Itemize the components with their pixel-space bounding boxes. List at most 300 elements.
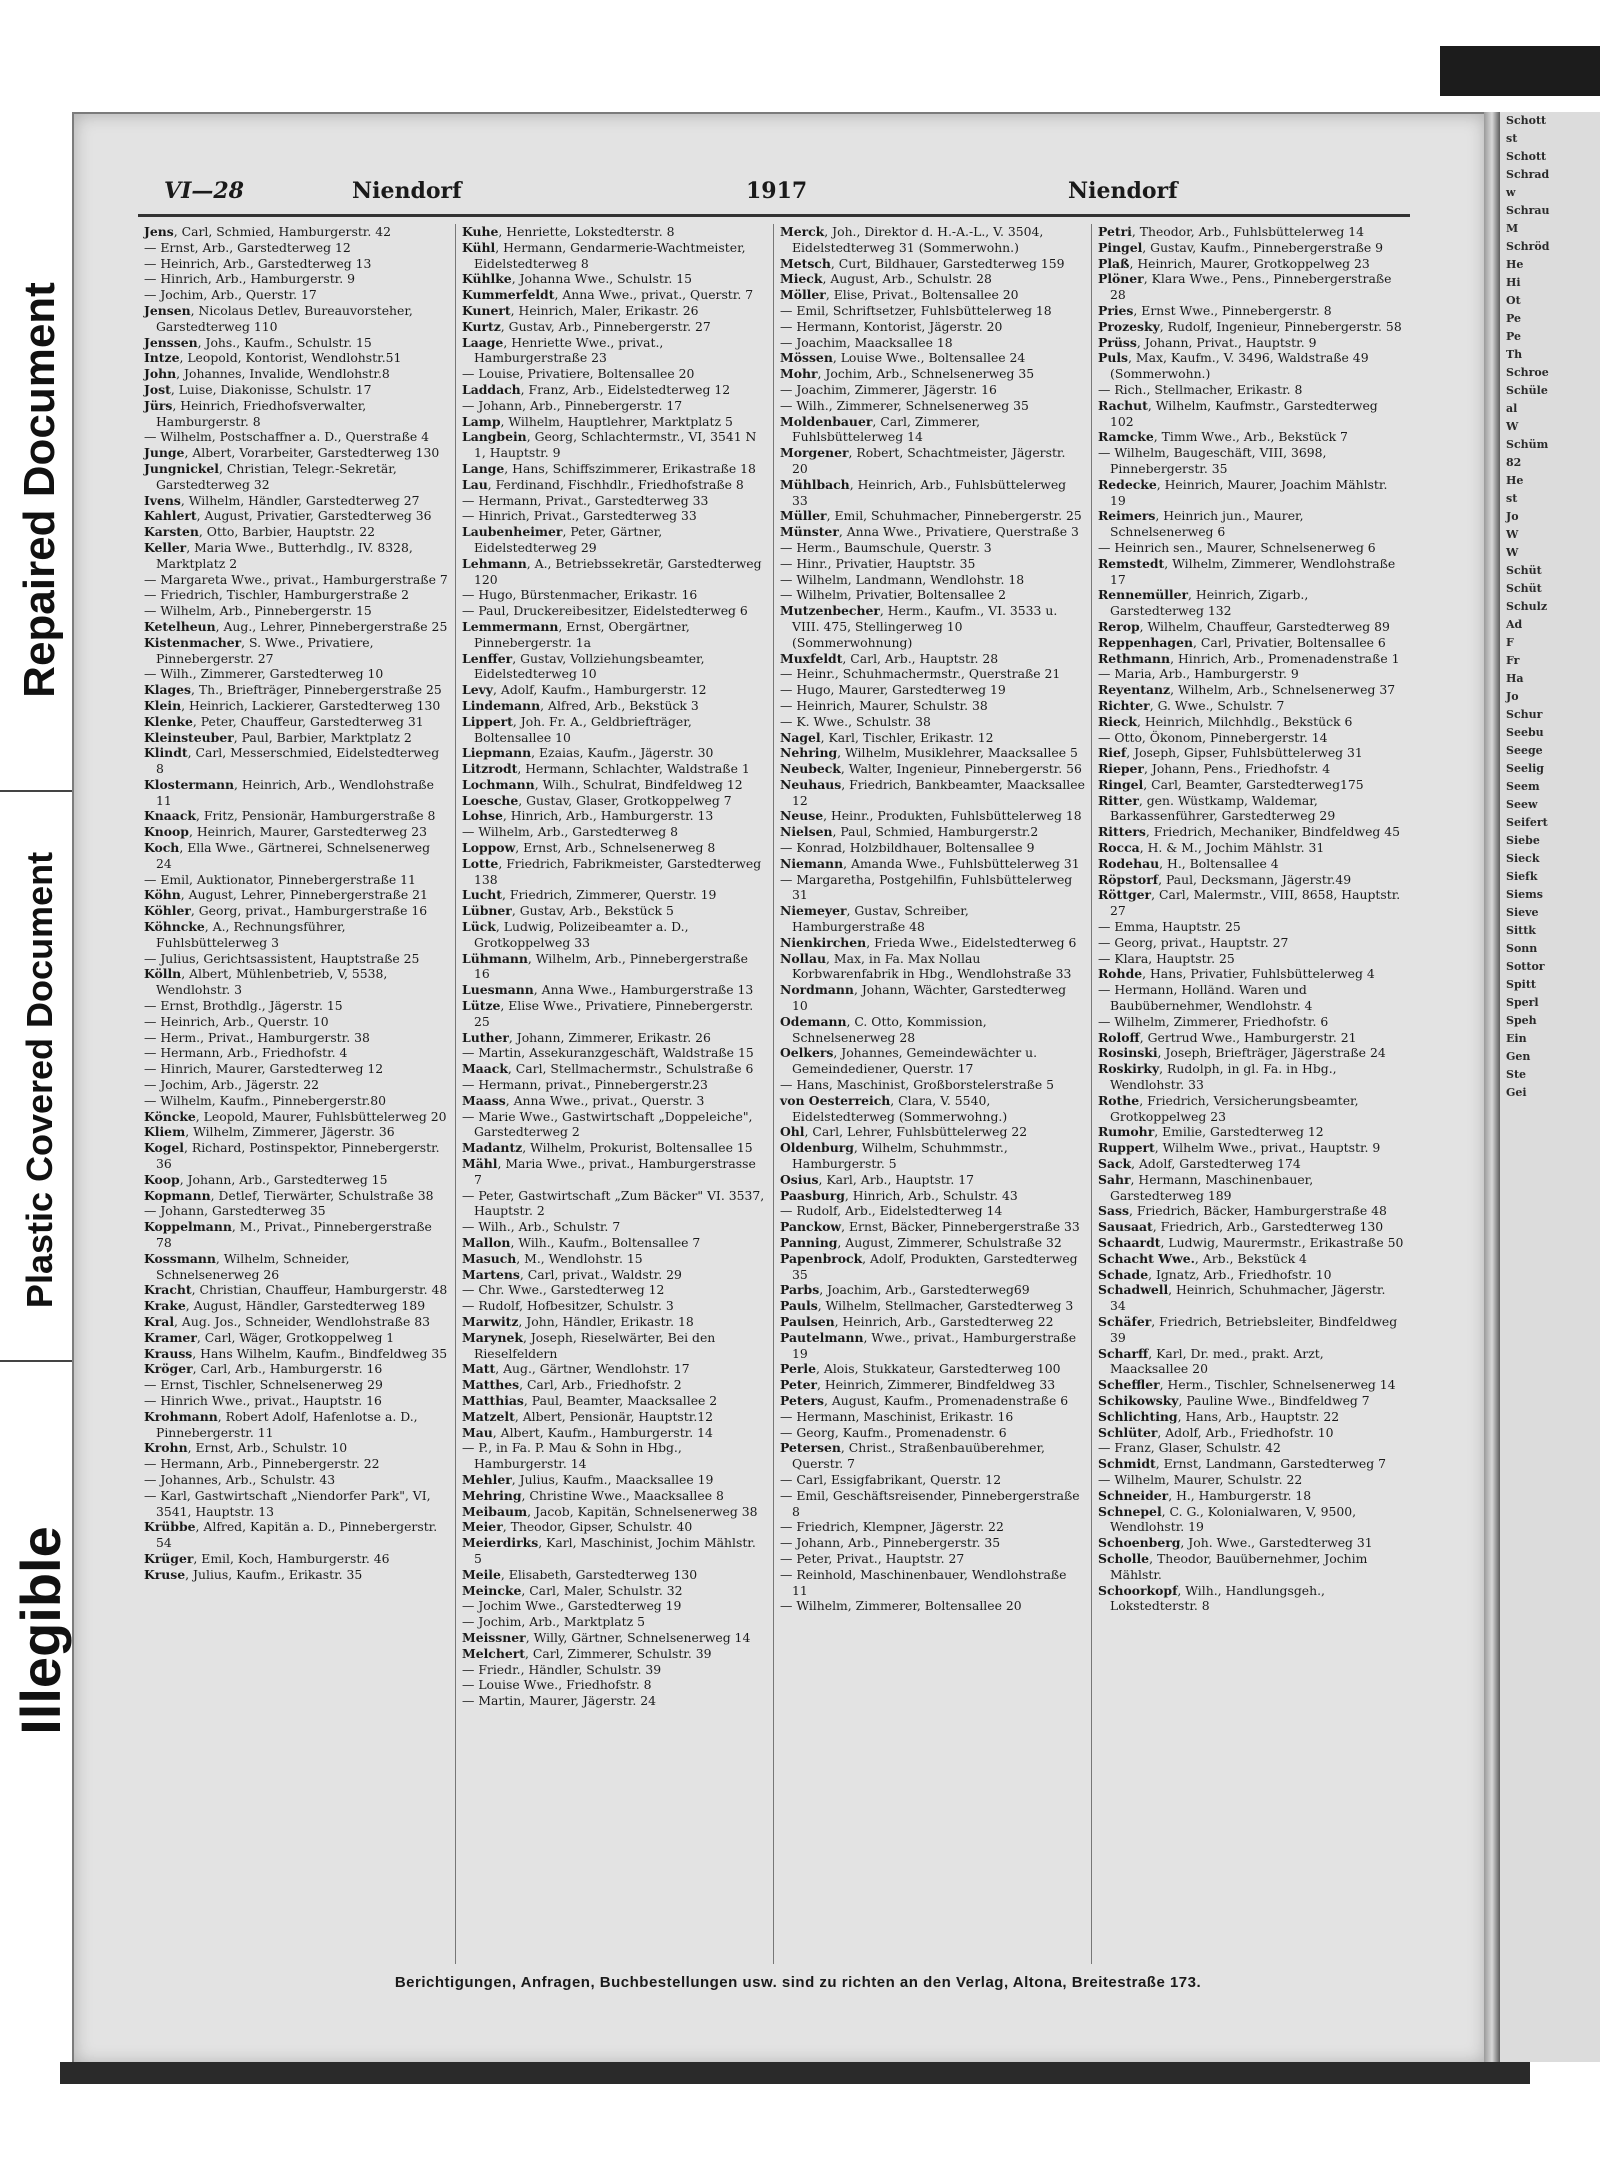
- directory-entry: — Heinrich sen., Maurer, Schnelsenerweg 6: [1098, 539, 1376, 555]
- directory-entry: Jensen, Nicolaus Detlev, Bureauvorsteher, Garstedterweg 110: [144, 302, 413, 334]
- directory-entry: Meincke, Carl, Maler, Schulstr. 32: [462, 1582, 683, 1598]
- directory-entry: — Jochim, Arb., Querstr. 17: [144, 287, 317, 303]
- directory-entry: — Friedr., Händler, Schulstr. 39: [462, 1661, 662, 1677]
- directory-entry: Niemeyer, Gustav, Schreiber, Hamburgerstraße 48: [780, 903, 969, 935]
- directory-entry: Lück, Ludwig, Polizeibeamter a. D., Grotkoppelweg 33: [462, 919, 689, 950]
- adjacent-page-text: Sieck: [1506, 852, 1540, 865]
- directory-entry: Osius, Karl, Arb., Hauptstr. 17: [780, 1171, 974, 1187]
- adjacent-page-text: Sieve: [1506, 906, 1539, 919]
- directory-entry: Kliem, Wilhelm, Zimmerer, Jägerstr. 36: [144, 1124, 395, 1140]
- header-year: 1917: [746, 178, 808, 204]
- directory-entry: Kramer, Carl, Wäger, Grotkoppelweg 1: [144, 1329, 395, 1345]
- directory-entry: — Martin, Assekuranzgeschäft, Waldstraße 15: [462, 1045, 754, 1061]
- directory-entry: — Rudolf, Arb., Eidelstedterweg 14: [780, 1203, 1003, 1219]
- directory-entry: Ramcke, Timm Wwe., Arb., Bekstück 7: [1098, 429, 1348, 445]
- adjacent-page-text: Siebe: [1506, 834, 1540, 847]
- directory-entry: Odemann, C. Otto, Kommission, Schnelsenerweg 28: [780, 1013, 987, 1045]
- directory-page: [138, 168, 1410, 2028]
- directory-entry: Jürs, Heinrich, Friedhofsverwalter, Hamburgerstr. 8: [144, 397, 367, 429]
- directory-entry: Pautelmann, Wwe., privat., Hamburgerstraße 19: [780, 1329, 1077, 1361]
- adjacent-page-text: Ein: [1506, 1032, 1527, 1045]
- directory-entry: Reyentanz, Wilhelm, Arb., Schnelsenerweg 37: [1098, 682, 1396, 698]
- directory-entry: Papenbrock, Adolf, Produkten, Garstedterweg 35: [780, 1250, 1078, 1282]
- directory-entry: — Konrad, Holzbildhauer, Boltensallee 9: [780, 840, 1035, 856]
- directory-entry: Kracht, Christian, Chauffeur, Hamburgerstr. 48: [144, 1282, 448, 1298]
- directory-entry: Mieck, August, Arb., Schulstr. 28: [780, 271, 992, 287]
- directory-entry: Ritters, Friedrich, Mechaniker, Bindfeldweg 45: [1098, 824, 1401, 840]
- directory-entry: — Hermann, Kontorist, Jägerstr. 20: [780, 318, 1003, 334]
- directory-entry: — Martin, Maurer, Jägerstr. 24: [462, 1693, 656, 1709]
- directory-entry: Keller, Maria Wwe., Butterhdlg., IV. 8328, Marktplatz 2: [144, 539, 413, 571]
- directory-entry: Luesmann, Anna Wwe., Hamburgerstraße 13: [462, 982, 754, 998]
- directory-entry: Schlichting, Hans, Arb., Hauptstr. 22: [1098, 1408, 1340, 1424]
- adjacent-page-text: Schüm: [1506, 438, 1549, 451]
- directory-column-2: [456, 224, 774, 1964]
- directory-entry: — Hinr., Privatier, Hauptstr. 35: [780, 555, 976, 571]
- directory-entry: — Peter, Gastwirtschaft „Zum Bäcker" VI. 3537, Hauptstr. 2: [462, 1187, 765, 1219]
- directory-entry: Madantz, Wilhelm, Prokurist, Boltensallee 15: [462, 1140, 753, 1156]
- scan-bottom-edge: [60, 2062, 1530, 2084]
- directory-entry: — Marie Wwe., Gastwirtschaft „Doppeleiche", Garstedterweg 2: [462, 1108, 753, 1140]
- directory-entry: — Wilhelm, Kaufm., Pinnebergerstr.80: [144, 1092, 387, 1108]
- directory-entry: Scheffler, Herm., Tischler, Schnelsenerweg 14: [1098, 1377, 1396, 1393]
- directory-entry: Loppow, Ernst, Arb., Schnelsenerweg 8: [462, 840, 716, 856]
- directory-entry: Karsten, Otto, Barbier, Hauptstr. 22: [144, 524, 375, 540]
- directory-entry: — Paul, Druckereibesitzer, Eidelstedterweg 6: [462, 603, 748, 619]
- directory-entry: Schikowsky, Pauline Wwe., Bindfeldweg 7: [1098, 1392, 1370, 1408]
- directory-entry: — Johann, Arb., Pinnebergerstr. 35: [780, 1535, 1001, 1551]
- adjacent-page-text: W: [1506, 528, 1519, 541]
- directory-entry: Matthes, Carl, Arb., Friedhofstr. 2: [462, 1377, 682, 1393]
- adjacent-page-text: Seifert: [1506, 816, 1548, 829]
- directory-entry: Klindt, Carl, Messerschmied, Eidelstedterweg 8: [144, 745, 440, 777]
- directory-entry: — Hermann, Maschinist, Erikastr. 16: [780, 1408, 1014, 1424]
- directory-entry: Lochmann, Wilh., Schulrat, Bindfeldweg 12: [462, 776, 743, 792]
- adjacent-page-text: st: [1506, 132, 1518, 145]
- directory-entry: — Wilh., Zimmerer, Garstedterweg 10: [144, 666, 384, 682]
- directory-entry: Rethmann, Hinrich, Arb., Promenadenstraße 1: [1098, 650, 1400, 666]
- directory-entry: Rocca, H. & M., Jochim Mählstr. 31: [1098, 840, 1325, 856]
- directory-entry: Lohse, Hinrich, Arb., Hamburgerstr. 13: [462, 808, 714, 824]
- directory-entry: — Hermann, Privat., Garstedterweg 33: [462, 492, 709, 508]
- header-rule: [138, 214, 1410, 217]
- directory-entry: Mallon, Wilh., Kaufm., Boltensallee 7: [462, 1235, 701, 1250]
- adjacent-page-text: Speh: [1506, 1014, 1537, 1027]
- directory-entry: Rieper, Johann, Pens., Friedhofstr. 4: [1098, 761, 1331, 777]
- directory-entry: Marwitz, John, Händler, Erikastr. 18: [462, 1313, 694, 1329]
- directory-entry: John, Johannes, Invalide, Wendlohstr.8: [144, 366, 390, 382]
- directory-entry: Lühmann, Wilhelm, Arb., Pinnebergerstraße 16: [462, 950, 748, 982]
- directory-entry: Pingel, Gustav, Kaufm., Pinnebergerstraße 9: [1098, 239, 1384, 255]
- directory-entry: Panckow, Ernst, Bäcker, Pinnebergerstraße 33: [780, 1219, 1080, 1235]
- directory-entry: Kruse, Julius, Kaufm., Erikastr. 35: [144, 1566, 363, 1582]
- directory-entry: Maass, Anna Wwe., privat., Querstr. 3: [462, 1092, 705, 1108]
- directory-entry: Plöner, Klara Wwe., Pens., Pinnebergerstraße 28: [1098, 271, 1392, 303]
- directory-entry: — Hermann, Arb., Friedhofstr. 4: [144, 1045, 348, 1061]
- directory-entry: Peters, August, Kaufm., Promenadenstraße 6: [780, 1392, 1069, 1408]
- directory-entry: Lenffer, Gustav, Vollziehungsbeamter, Eidelstedterweg 10: [462, 650, 705, 682]
- directory-entry: Ketelheun, Aug., Lehrer, Pinnebergerstraße 25: [144, 618, 448, 634]
- directory-entry: Marynek, Joseph, Rieselwärter, Bei den Rieselfeldern: [462, 1329, 716, 1361]
- directory-entry: Metsch, Curt, Bildhauer, Garstedterweg 159: [780, 255, 1065, 271]
- directory-entry: — Reinhold, Maschinenbauer, Wendlohstraße 11: [780, 1566, 1067, 1598]
- adjacent-page-text: Ot: [1506, 294, 1521, 307]
- directory-entry: Morgener, Robert, Schachtmeister, Jägerstr. 20: [780, 445, 1066, 476]
- illegible-label: [0, 1490, 80, 1770]
- directory-entry: — Wilh., Arb., Schulstr. 7: [462, 1219, 621, 1235]
- directory-entry: Sass, Friedrich, Bäcker, Hamburgerstraße 48: [1098, 1203, 1387, 1219]
- directory-entry: Reimers, Heinrich jun., Maurer, Schnelsenerweg 6: [1098, 508, 1304, 540]
- adjacent-page-text: Sperl: [1506, 996, 1539, 1009]
- directory-entry: — Rudolf, Hofbesitzer, Schulstr. 3: [462, 1298, 674, 1314]
- directory-entry: Nagel, Karl, Tischler, Erikastr. 12: [780, 729, 994, 745]
- directory-entry: Kölln, Albert, Mühlenbetrieb, V, 5538, Wendlohstr. 3: [144, 966, 388, 998]
- directory-entry: Köhler, Georg, privat., Hamburgerstraße 16: [144, 903, 428, 919]
- directory-entry: Roloff, Gertrud Wwe., Hamburgerstr. 21: [1098, 1029, 1357, 1045]
- directory-entry: Junge, Albert, Vorarbeiter, Garstedterweg 130: [144, 445, 440, 461]
- directory-entry: — Wilhelm, Baugeschäft, VIII, 3698, Pinnebergerstr. 35: [1098, 445, 1327, 476]
- directory-entry: — Hinrich, Arb., Hamburgerstr. 9: [144, 271, 356, 287]
- directory-entry: Richter, G. Wwe., Schulstr. 7: [1098, 697, 1285, 713]
- directory-entry: Neuse, Heinr., Produkten, Fuhlsbüttelerweg 18: [780, 808, 1082, 824]
- directory-entry: Schade, Ignatz, Arb., Friedhofstr. 10: [1098, 1266, 1332, 1282]
- directory-entry: Mössen, Louise Wwe., Boltensallee 24: [780, 350, 1026, 366]
- directory-entry: — Joachim, Maacksallee 18: [780, 334, 953, 350]
- directory-entry: Perle, Alois, Stukkateur, Garstedterweg 100: [780, 1361, 1061, 1377]
- directory-entry: Krüger, Emil, Koch, Hamburgerstr. 46: [144, 1550, 390, 1566]
- directory-entry: Maack, Carl, Stellmachermstr., Schulstraße 6: [462, 1061, 754, 1077]
- directory-entry: Knoop, Heinrich, Maurer, Garstedterweg 23: [144, 824, 427, 840]
- adjacent-page-text: Ste: [1506, 1068, 1527, 1081]
- directory-entry: — Klara, Hauptstr. 25: [1098, 950, 1235, 966]
- directory-entry: Paulsen, Heinrich, Arb., Garstedterweg 22: [780, 1313, 1054, 1329]
- directory-entry: — Wilhelm, Postschaffner a. D., Querstraße 4: [144, 429, 429, 445]
- publisher-footer: Berichtigungen, Anfragen, Buchbestellungen usw. sind zu richten an den Verlag, Altona, Breitestraße 173.: [394, 1974, 1202, 1991]
- directory-entry: Kuhe, Henriette, Lokstedterstr. 8: [462, 224, 675, 239]
- directory-entry: — Emil, Geschäftsreisender, Pinnebergerstraße 8: [780, 1487, 1080, 1519]
- directory-entry: Ohl, Carl, Lehrer, Fuhlsbüttelerweg 22: [780, 1124, 1028, 1140]
- directory-entry: Jungnickel, Christian, Telegr.-Sekretär, Garstedterweg 32: [144, 460, 397, 492]
- directory-entry: Kröger, Carl, Arb., Hamburgerstr. 16: [144, 1361, 383, 1377]
- directory-entry: Jenssen, Johs., Kaufm., Schulstr. 15: [144, 334, 372, 350]
- directory-entry: Köhncke, A., Rechnungsführer, Fuhlsbüttelerweg 3: [144, 919, 346, 950]
- directory-entry: Rieck, Heinrich, Milchhdlg., Bekstück 6: [1098, 713, 1353, 729]
- directory-entry: — Georg, privat., Hauptstr. 27: [1098, 934, 1289, 950]
- directory-entry: Prozesky, Rudolf, Ingenieur, Pinnebergerstr. 58: [1098, 318, 1402, 334]
- directory-entry: Paasburg, Hinrich, Arb., Schulstr. 43: [780, 1187, 1018, 1203]
- header-left-title: Niendorf: [352, 178, 462, 204]
- directory-entry: Kopmann, Detlef, Tierwärter, Schulstraße 38: [144, 1187, 434, 1203]
- adjacent-page-text: Spitt: [1506, 978, 1536, 991]
- directory-column-1: [138, 224, 456, 1964]
- directory-entry: Rerop, Wilhelm, Chauffeur, Garstedterweg 89: [1098, 618, 1390, 634]
- adjacent-page-text: Jo: [1506, 690, 1519, 703]
- directory-entry: — Wilhelm, Arb., Garstedterweg 8: [462, 824, 679, 840]
- directory-entry: Petersen, Christ., Straßenbauüberehmer, Querstr. 7: [780, 1440, 1045, 1472]
- adjacent-page-fragment: [1500, 112, 1600, 2062]
- directory-entry: — Louise Wwe., Friedhofstr. 8: [462, 1677, 652, 1693]
- directory-entry: Levy, Adolf, Kaufm., Hamburgerstr. 12: [462, 682, 707, 698]
- adjacent-page-text: Schott: [1506, 114, 1547, 127]
- directory-entry: Lucht, Friedrich, Zimmerer, Querstr. 19: [462, 887, 717, 903]
- adjacent-page-text: Sittk: [1506, 924, 1536, 937]
- directory-entry: — Heinrich, Maurer, Schulstr. 38: [780, 697, 988, 713]
- directory-entry: — Louise, Privatiere, Boltensallee 20: [462, 366, 695, 382]
- adjacent-page-text: M: [1506, 222, 1519, 235]
- directory-entry: Krake, August, Händler, Garstedterweg 189: [144, 1298, 426, 1314]
- directory-entry: Lübner, Gustav, Arb., Bekstück 5: [462, 903, 674, 919]
- scan-edge-shadow: [1440, 46, 1600, 96]
- directory-entry: Kral, Aug. Jos., Schneider, Wendlohstraße 83: [144, 1313, 430, 1329]
- directory-entry: Schneider, H., Hamburgerstr. 18: [1098, 1487, 1312, 1503]
- adjacent-page-text: Seelig: [1506, 762, 1544, 775]
- adjacent-page-text: Schott: [1506, 150, 1547, 163]
- directory-entry: Knaack, Fritz, Pensionär, Hamburgerstraße 8: [144, 808, 436, 824]
- directory-entry: Martens, Carl, privat., Waldstr. 29: [462, 1266, 682, 1282]
- directory-entry: Rumohr, Emilie, Garstedterweg 12: [1098, 1124, 1324, 1140]
- directory-entry: Remstedt, Wilhelm, Zimmerer, Wendlohstraße 17: [1098, 555, 1396, 587]
- directory-entry: Lotte, Friedrich, Fabrikmeister, Garstedterweg 138: [462, 855, 762, 887]
- directory-entry: — Wilh., Zimmerer, Schnelsenerweg 35: [780, 397, 1029, 413]
- adjacent-page-text: Pe: [1506, 330, 1521, 343]
- repaired-document-label: [0, 210, 80, 770]
- directory-entry: Röpstorf, Paul, Decksmann, Jägerstr.49: [1098, 871, 1352, 887]
- directory-entry: Lippert, Joh. Fr. A., Geldbriefträger, Boltensallee 10: [462, 713, 692, 745]
- directory-entry: Nielsen, Paul, Schmied, Hamburgerstr.2: [780, 824, 1039, 840]
- directory-entry: Münster, Anna Wwe., Privatiere, Querstraße 3: [780, 524, 1079, 540]
- directory-entry: — Margaretha, Postgehilfin, Fuhlsbüttelerweg 31: [780, 871, 1073, 903]
- directory-entry: — Friedrich, Tischler, Hamburgerstraße 2: [144, 587, 410, 603]
- directory-entry: Jost, Luise, Diakonisse, Schulstr. 17: [144, 381, 372, 397]
- directory-entry: Nehring, Wilhelm, Musiklehrer, Maacksallee 5: [780, 745, 1078, 761]
- directory-entry: Pauls, Wilhelm, Stellmacher, Garstedterweg 3: [780, 1298, 1074, 1314]
- directory-entry: — Joachim, Zimmerer, Jägerstr. 16: [780, 381, 997, 397]
- directory-entry: — Wilhelm, Landmann, Wendlohstr. 18: [780, 571, 1025, 587]
- directory-entry: Koch, Ella Wwe., Gärtnerei, Schnelsenerweg 24: [144, 840, 431, 871]
- directory-entry: Pries, Ernst Wwe., Pinnebergerstr. 8: [1098, 302, 1332, 318]
- directory-entry: Meissner, Willy, Gärtner, Schnelsenerweg 14: [462, 1629, 751, 1645]
- directory-entry: — Hugo, Bürstenmacher, Erikastr. 16: [462, 587, 698, 603]
- directory-entry: — Julius, Gerichtsassistent, Hauptstraße 25: [144, 950, 420, 966]
- directory-entry: Lamp, Wilhelm, Hauptlehrer, Marktplatz 5: [462, 413, 733, 429]
- directory-entry: Prüss, Johann, Privat., Hauptstr. 9: [1098, 334, 1317, 350]
- directory-entry: Mähl, Maria Wwe., privat., Hamburgerstrasse 7: [462, 1156, 756, 1187]
- directory-entry: Lau, Ferdinand, Fischhdlr., Friedhofstraße 8: [462, 476, 744, 492]
- directory-entry: Lehmann, A., Betriebssekretär, Garstedterweg 120: [462, 555, 762, 587]
- directory-entry: Kahlert, August, Privatier, Garstedterweg 36: [144, 508, 432, 524]
- directory-entry: — Emil, Auktionator, Pinnebergerstraße 11: [144, 871, 416, 887]
- directory-entry: Muxfeldt, Carl, Arb., Hauptstr. 28: [780, 650, 999, 666]
- plastic-covered-text: Plastic Covered Document: [19, 851, 61, 1309]
- adjacent-page-text: Gei: [1506, 1086, 1527, 1099]
- directory-entry: — Jochim Wwe., Garstedterweg 19: [462, 1598, 682, 1614]
- directory-entry: — Wilhelm, Privatier, Boltensallee 2: [780, 587, 1006, 603]
- directory-entry: Ritter, gen. Wüstkamp, Waldemar, Barkassenführer, Garstedterweg 29: [1098, 792, 1336, 824]
- directory-entry: Loesche, Gustav, Glaser, Grotkoppelweg 7: [462, 792, 732, 808]
- directory-entry: Kogel, Richard, Postinspektor, Pinnebergerstr. 36: [144, 1140, 440, 1172]
- directory-entry: Mutzenbecher, Herm., Kaufm., VI. 3533 u. VIII. 475, Stellingerweg 10 (Sommerwohnung): [780, 603, 1058, 650]
- directory-entry: — Wilhelm, Zimmerer, Friedhofstr. 6: [1098, 1013, 1329, 1029]
- directory-entry: Müller, Emil, Schuhmacher, Pinnebergerstr. 25: [780, 508, 1082, 524]
- directory-entry: — Rich., Stellmacher, Erikastr. 8: [1098, 381, 1303, 397]
- directory-entry: Meierdirks, Karl, Maschinist, Jochim Mählstr. 5: [462, 1535, 756, 1566]
- adjacent-page-text: Sonn: [1506, 942, 1538, 955]
- adjacent-page-text: Siems: [1506, 888, 1543, 901]
- directory-entry: — Peter, Privat., Hauptstr. 27: [780, 1550, 965, 1566]
- directory-entry: Puls, Max, Kaufm., V. 3496, Waldstraße 49 (Sommerwohn.): [1098, 350, 1369, 382]
- directory-entry: Meile, Elisabeth, Garstedterweg 130: [462, 1566, 698, 1582]
- directory-entry: Klein, Heinrich, Lackierer, Garstedterweg 130: [144, 697, 441, 713]
- adjacent-page-text: Ad: [1506, 618, 1523, 631]
- adjacent-page-text: Schüt: [1506, 582, 1542, 595]
- directory-entry: Krauss, Hans Wilhelm, Kaufm., Bindfeldweg 35: [144, 1345, 448, 1361]
- directory-entry: — P., in Fa. P. Mau & Sohn in Hbg., Hamburgerstr. 14: [462, 1440, 682, 1472]
- directory-entry: Mehler, Julius, Kaufm., Maacksallee 19: [462, 1471, 714, 1487]
- directory-entry: — Georg, Kaufm., Promenadenstr. 6: [780, 1424, 1007, 1440]
- directory-entry: — Hinrich, Maurer, Garstedterweg 12: [144, 1061, 384, 1077]
- directory-entry: — K. Wwe., Schulstr. 38: [780, 713, 931, 729]
- directory-entry: — Franz, Glaser, Schulstr. 42: [1098, 1440, 1281, 1456]
- adjacent-page-text: Schrau: [1506, 204, 1550, 217]
- directory-entry: Kurtz, Gustav, Arb., Pinnebergerstr. 27: [462, 318, 711, 334]
- directory-entry: Oelkers, Johannes, Gemeindewächter u. Gemeindediener, Querstr. 17: [780, 1045, 1038, 1077]
- adjacent-page-text: al: [1506, 402, 1518, 415]
- directory-entry: Krübbe, Alfred, Kapitän a. D., Pinnebergerstr. 54: [144, 1519, 438, 1551]
- directory-entry: Röttger, Carl, Malermstr., VIII, 8658, Hauptstr. 27: [1098, 887, 1401, 919]
- adjacent-page-text: Siefk: [1506, 870, 1538, 883]
- adjacent-page-text: Schüle: [1506, 384, 1548, 397]
- directory-entry: Niemann, Amanda Wwe., Fuhlsbüttelerweg 31: [780, 855, 1080, 871]
- directory-entry: — Karl, Gastwirtschaft „Niendorfer Park", VI, 3541, Hauptstr. 13: [144, 1487, 431, 1519]
- directory-entry: — Hermann, Holländ. Waren und Baubübernehmer, Wendlohstr. 4: [1098, 982, 1313, 1014]
- directory-entry: — Johann, Garstedterweg 35: [144, 1203, 326, 1219]
- directory-entry: — Hans, Maschinist, Großborstelerstraße 5: [780, 1077, 1055, 1093]
- directory-entry: Ruppert, Wilhelm Wwe., privat., Hauptstr. 9: [1098, 1140, 1381, 1156]
- header-right-title: Niendorf: [1068, 178, 1178, 204]
- directory-entry: Laddach, Franz, Arb., Eidelstedterweg 12: [462, 381, 731, 397]
- directory-entry: — Johannes, Arb., Schulstr. 43: [144, 1471, 336, 1487]
- adjacent-page-text: Th: [1506, 348, 1523, 361]
- directory-entry: Koppelmann, M., Privat., Pinnebergerstraße 78: [144, 1219, 432, 1250]
- adjacent-page-text: W: [1506, 420, 1519, 433]
- directory-entry: Jens, Carl, Schmied, Hamburgerstr. 42: [144, 224, 392, 239]
- directory-entry: Schnepel, C. G., Kolonialwaren, V, 9500, Wendlohstr. 19: [1098, 1503, 1357, 1535]
- adjacent-page-text: Schüt: [1506, 564, 1542, 577]
- directory-entry: Mühlbach, Heinrich, Arb., Fuhlsbüttelerweg 33: [780, 476, 1067, 508]
- adjacent-page-text: Schrad: [1506, 168, 1550, 181]
- directory-entry: Mehring, Christine Wwe., Maacksallee 8: [462, 1487, 724, 1503]
- directory-entry: — Heinrich, Arb., Garstedterweg 13: [144, 255, 372, 271]
- directory-entry: — Heinr., Schuhmachermstr., Querstraße 21: [780, 666, 1061, 682]
- directory-column-4: [1092, 224, 1410, 1964]
- adjacent-page-text: Ha: [1506, 672, 1524, 685]
- directory-entry: Parbs, Joachim, Arb., Garstedterweg69: [780, 1282, 1030, 1298]
- adjacent-page-text: Jo: [1506, 510, 1519, 523]
- directory-entry: Klenke, Peter, Chauffeur, Garstedterweg 31: [144, 713, 424, 729]
- directory-entry: Schoorkopf, Wilh., Handlungsgeh., Lokstedterstr. 8: [1098, 1582, 1325, 1614]
- directory-entry: — Hugo, Maurer, Garstedterweg 19: [780, 682, 1006, 698]
- directory-entry: — Hermann, Arb., Pinnebergerstr. 22: [144, 1456, 380, 1472]
- directory-entry: Rosinski, Joseph, Briefträger, Jägerstraße 24: [1098, 1045, 1386, 1061]
- directory-entry: Matt, Aug., Gärtner, Wendlohstr. 17: [462, 1361, 690, 1377]
- directory-entry: Koop, Johann, Arb., Garstedterweg 15: [144, 1171, 388, 1187]
- directory-entry: Mau, Albert, Kaufm., Hamburgerstr. 14: [462, 1424, 713, 1440]
- directory-entry: Rief, Joseph, Gipser, Fuhlsbüttelerweg 31: [1098, 745, 1363, 761]
- directory-entry: Kühlke, Johanna Wwe., Schulstr. 15: [462, 271, 693, 287]
- directory-entry: — Hermann, privat., Pinnebergerstr.23: [462, 1077, 708, 1093]
- label-divider: [0, 1360, 78, 1362]
- directory-entry: Intze, Leopold, Kontorist, Wendlohstr.51: [144, 350, 402, 366]
- adjacent-page-text: Hi: [1506, 276, 1521, 289]
- directory-entry: Oldenburg, Wilhelm, Schuhmmstr., Hamburgerstr. 5: [780, 1140, 1008, 1172]
- page-number: VI—28: [164, 178, 244, 204]
- directory-entry: — Wilhelm, Arb., Pinnebergerstr. 15: [144, 603, 372, 619]
- directory-entry: Möller, Elise, Privat., Boltensallee 20: [780, 287, 1019, 303]
- directory-entry: Ivens, Wilhelm, Händler, Garstedterweg 27: [144, 492, 420, 508]
- directory-entry: Laage, Henriette Wwe., privat., Hamburgerstraße 23: [462, 334, 664, 366]
- directory-entry: — Wilhelm, Maurer, Schulstr. 22: [1098, 1471, 1303, 1487]
- directory-entry: Kummerfeldt, Anna Wwe., privat., Querstr. 7: [462, 287, 754, 303]
- directory-entry: — Ernst, Brothdlg., Jägerstr. 15: [144, 998, 343, 1014]
- adjacent-page-text: Seew: [1506, 798, 1538, 811]
- directory-entry: Meier, Theodor, Gipser, Schulstr. 40: [462, 1519, 693, 1535]
- directory-entry: Lemmermann, Ernst, Obergärtner, Pinnebergerstr. 1a: [462, 618, 690, 650]
- directory-entry: Scharff, Karl, Dr. med., prakt. Arzt, Maacksallee 20: [1098, 1345, 1324, 1377]
- directory-entry: — Wilhelm, Zimmerer, Boltensallee 20: [780, 1598, 1022, 1614]
- directory-entry: Kunert, Heinrich, Maler, Erikastr. 26: [462, 302, 699, 318]
- plastic-covered-label: [0, 800, 80, 1360]
- directory-entry: Lange, Hans, Schiffszimmerer, Erikastraße 18: [462, 460, 756, 476]
- directory-entry: Luther, Johann, Zimmerer, Erikastr. 26: [462, 1029, 711, 1045]
- directory-entry: Schlüter, Adolf, Arb., Friedhofstr. 10: [1098, 1424, 1334, 1440]
- directory-entry: Köncke, Leopold, Maurer, Fuhlsbüttelerweg 20: [144, 1108, 447, 1124]
- directory-entry: — Maria, Arb., Hamburgerstr. 9: [1098, 666, 1299, 682]
- directory-entry: Matthias, Paul, Beamter, Maacksallee 2: [462, 1392, 718, 1408]
- directory-entry: — Carl, Essigfabrikant, Querstr. 12: [780, 1471, 1002, 1487]
- directory-entry: Krohmann, Robert Adolf, Hafenlotse a. D., Pinnebergerstr. 11: [144, 1408, 418, 1440]
- directory-entry: Merck, Joh., Direktor d. H.-A.-L., V. 3504, Eidelstedterweg 31 (Sommerwohn.): [780, 224, 1044, 255]
- directory-entry: Ringel, Carl, Beamter, Garstedterweg175: [1098, 776, 1364, 792]
- directory-entry: Peter, Heinrich, Zimmerer, Bindfeldweg 33: [780, 1377, 1056, 1393]
- directory-entry: Moldenbauer, Carl, Zimmerer, Fuhlsbüttelerweg 14: [780, 413, 981, 445]
- directory-entry: Panning, August, Zimmerer, Schulstraße 32: [780, 1235, 1062, 1250]
- directory-entry: Reppenhagen, Carl, Privatier, Boltensallee 6: [1098, 634, 1386, 650]
- directory-entry: Matzelt, Albert, Pensionär, Hauptstr.12: [462, 1408, 714, 1424]
- directory-entry: Litzrodt, Hermann, Schlachter, Waldstraße 1: [462, 761, 750, 777]
- adjacent-page-text: He: [1506, 474, 1524, 487]
- directory-entry: Nollau, Max, in Fa. Max Nollau Korbwarenfabrik in Hbg., Wendlohstraße 33: [780, 950, 1072, 982]
- adjacent-page-text: Seege: [1506, 744, 1543, 757]
- adjacent-page-text: W: [1506, 546, 1519, 559]
- directory-entry: Plaß, Heinrich, Maurer, Grotkoppelweg 23: [1098, 255, 1370, 271]
- directory-entry: — Heinrich, Arb., Querstr. 10: [144, 1013, 329, 1029]
- directory-entry: von Oesterreich, Clara, V. 5540, Eidelstedterweg (Sommerwohng.): [780, 1092, 1008, 1124]
- book-binding: [1484, 112, 1500, 2062]
- directory-entry: Kossmann, Wilhelm, Schneider, Schnelsenerweg 26: [144, 1250, 350, 1282]
- directory-entry: Kistenmacher, S. Wwe., Privatiere, Pinnebergerstr. 27: [144, 634, 374, 666]
- directory-entry: Redecke, Heinrich, Maurer, Joachim Mählstr. 19: [1098, 476, 1388, 508]
- directory-entry: Lindemann, Alfred, Arb., Bekstück 3: [462, 697, 699, 713]
- directory-entry: Neubeck, Walter, Ingenieur, Pinnebergerstr. 56: [780, 761, 1082, 777]
- adjacent-page-text: Fr: [1506, 654, 1520, 667]
- adjacent-page-text: He: [1506, 258, 1524, 271]
- directory-entry: Sausaat, Friedrich, Arb., Garstedterweg 130: [1098, 1219, 1384, 1235]
- adjacent-page-text: Schroe: [1506, 366, 1549, 379]
- directory-entry: Rennemüller, Heinrich, Zigarb., Garstedterweg 132: [1098, 587, 1309, 619]
- directory-entry: Kleinsteuber, Paul, Barbier, Marktplatz 2: [144, 729, 412, 745]
- adjacent-page-text: Gen: [1506, 1050, 1531, 1063]
- adjacent-page-text: st: [1506, 492, 1518, 505]
